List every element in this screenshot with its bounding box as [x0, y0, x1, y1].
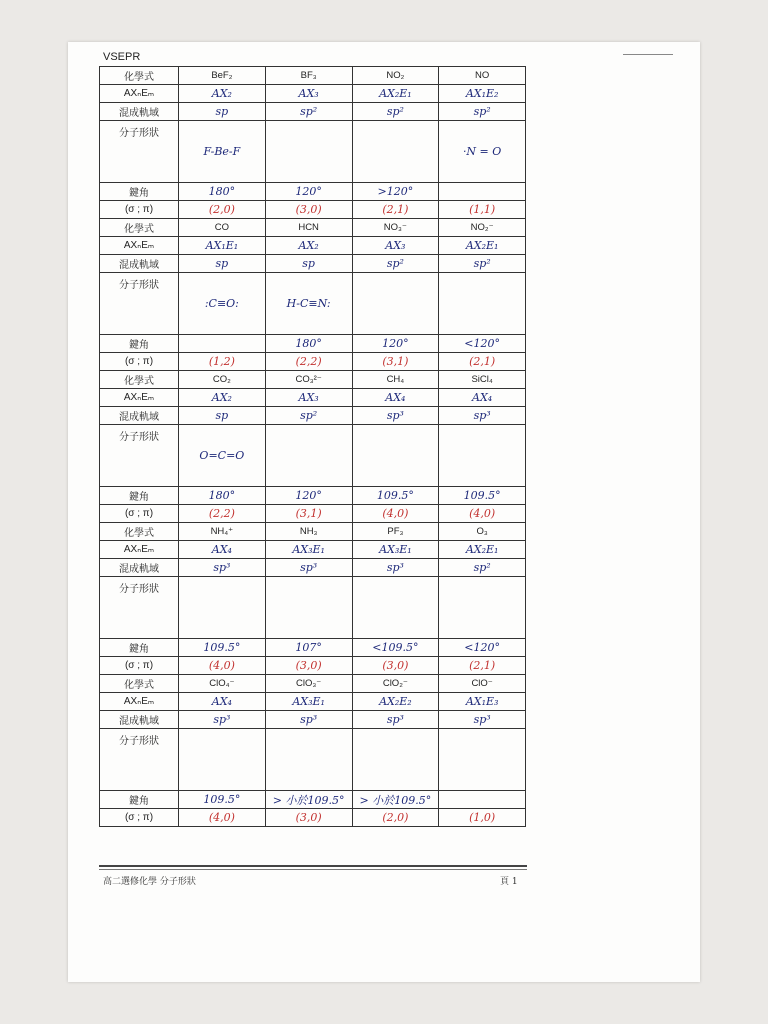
cell-formula — [179, 675, 266, 693]
cell-formula — [179, 219, 266, 237]
axe-value: AX₃ — [298, 87, 319, 100]
bonds-value: (3,1) — [382, 355, 409, 368]
cell-shape — [179, 273, 266, 335]
row-label-shape: 分子形狀 — [100, 425, 179, 487]
row-shape — [100, 425, 526, 487]
row-hybrid — [100, 407, 526, 425]
cell-shape — [352, 273, 439, 335]
hybrid-value: sp³ — [386, 561, 404, 574]
formula-value: NH₄⁺ — [210, 526, 234, 537]
cell-axe — [352, 693, 439, 711]
axe-value: AX₂E₁ — [379, 87, 412, 100]
row-shape — [100, 121, 526, 183]
footer-rule-thin — [99, 869, 527, 870]
cell-axe — [265, 237, 352, 255]
cell-angle — [352, 183, 439, 201]
cell-angle — [179, 487, 266, 505]
row-label-axe: AXₙEₘ — [100, 237, 179, 255]
cell-axe — [179, 237, 266, 255]
cell-axe — [352, 389, 439, 407]
row-label-formula: 化學式 — [100, 67, 179, 85]
row-label-axe: AXₙEₘ — [100, 85, 179, 103]
row-formula — [100, 67, 526, 85]
vsepr-table — [99, 66, 526, 827]
shape-text: F-Be-F — [203, 145, 241, 158]
formula-value: HCN — [298, 222, 319, 233]
cell-angle — [179, 791, 266, 809]
row-formula — [100, 219, 526, 237]
hybrid-value: sp³ — [300, 713, 318, 726]
row-label-formula: 化學式 — [100, 675, 179, 693]
cell-shape — [179, 425, 266, 487]
axe-value: AX₂E₂ — [379, 695, 412, 708]
cell-shape — [179, 729, 266, 791]
cell-bonds — [439, 201, 526, 219]
row-label-angle: 鍵角 — [100, 639, 179, 657]
cell-angle — [352, 639, 439, 657]
cell-axe — [265, 389, 352, 407]
cell-axe — [439, 237, 526, 255]
row-label-formula: 化學式 — [100, 371, 179, 389]
cell-hybrid — [179, 103, 266, 121]
bonds-value: (1,2) — [208, 355, 235, 368]
cell-hybrid — [265, 711, 352, 729]
cell-axe — [439, 389, 526, 407]
cell-angle — [265, 791, 352, 809]
row-bonds — [100, 809, 526, 827]
row-shape — [100, 577, 526, 639]
angle-value: 109.5° — [376, 489, 414, 502]
axe-value: AX₂ — [211, 391, 232, 404]
cell-axe — [439, 85, 526, 103]
row-angle — [100, 183, 526, 201]
row-formula — [100, 675, 526, 693]
cell-shape — [439, 577, 526, 639]
axe-value: AX₁E₃ — [465, 695, 499, 708]
cell-shape — [352, 729, 439, 791]
cell-angle — [352, 335, 439, 353]
shape-text: O=C=O — [199, 449, 245, 462]
formula-value: ClO₂⁻ — [382, 678, 408, 689]
row-hybrid — [100, 255, 526, 273]
cell-axe — [179, 541, 266, 559]
cell-hybrid — [179, 711, 266, 729]
row-label-angle: 鍵角 — [100, 791, 179, 809]
hybrid-value: sp³ — [213, 561, 231, 574]
row-label-hybrid: 混成軌域 — [100, 255, 179, 273]
hybrid-value: sp³ — [213, 713, 231, 726]
hybrid-value: sp² — [300, 409, 318, 422]
axe-value: AX₄ — [385, 391, 406, 404]
cell-axe — [265, 541, 352, 559]
angle-value: <120° — [464, 337, 500, 350]
axe-value: AX₁E₂ — [465, 87, 499, 100]
row-label-angle: 鍵角 — [100, 335, 179, 353]
formula-value: SiCl₄ — [471, 374, 493, 385]
cell-bonds — [265, 353, 352, 371]
cell-bonds — [265, 809, 352, 827]
row-angle — [100, 791, 526, 809]
formula-value: CO₂ — [212, 374, 231, 385]
formula-value: NO₂⁻ — [470, 222, 494, 233]
angle-value: <109.5° — [372, 641, 419, 654]
cell-hybrid — [265, 255, 352, 273]
cell-hybrid — [439, 103, 526, 121]
hybrid-value: sp³ — [473, 409, 491, 422]
cell-formula — [439, 219, 526, 237]
row-label-bonds: (σ ; π) — [100, 657, 179, 675]
angle-value: 107° — [295, 641, 322, 654]
formula-value: NH₃ — [299, 526, 318, 537]
hybrid-value: sp² — [300, 105, 318, 118]
hybrid-value: sp³ — [473, 713, 491, 726]
cell-formula — [265, 67, 352, 85]
cell-angle — [439, 183, 526, 201]
cell-axe — [439, 541, 526, 559]
angle-value: >120° — [377, 185, 414, 198]
axe-value: AX₃E₁ — [292, 695, 325, 708]
bonds-value: (2,0) — [208, 203, 235, 216]
row-bonds — [100, 353, 526, 371]
cell-bonds — [179, 809, 266, 827]
hybrid-value: sp² — [386, 105, 404, 118]
row-label-shape: 分子形狀 — [100, 577, 179, 639]
axe-value: AX₃ — [298, 391, 319, 404]
cell-bonds — [179, 657, 266, 675]
row-label-bonds: (σ ; π) — [100, 809, 179, 827]
formula-value: O₃ — [476, 526, 488, 537]
row-label-bonds: (σ ; π) — [100, 505, 179, 523]
angle-value: <120° — [464, 641, 500, 654]
axe-value: AX₄ — [472, 391, 493, 404]
cell-hybrid — [352, 103, 439, 121]
footer-course-title: 高二選修化學 分子形狀 — [103, 877, 196, 887]
cell-bonds — [439, 809, 526, 827]
axe-value: AX₃ — [385, 239, 406, 252]
angle-value: 120° — [295, 185, 322, 198]
cell-bonds — [352, 505, 439, 523]
bonds-value: (2,0) — [382, 811, 409, 824]
row-label-hybrid: 混成軌域 — [100, 407, 179, 425]
cell-shape — [265, 729, 352, 791]
formula-value: NO — [475, 70, 490, 81]
cell-shape — [439, 273, 526, 335]
cell-hybrid — [439, 407, 526, 425]
row-hybrid — [100, 559, 526, 577]
row-bonds — [100, 657, 526, 675]
angle-value: 180° — [208, 489, 236, 502]
cell-hybrid — [179, 407, 266, 425]
cell-angle — [265, 335, 352, 353]
hybrid-value: sp³ — [386, 409, 404, 422]
cell-shape — [265, 121, 352, 183]
formula-value: BeF₂ — [211, 70, 233, 81]
bonds-value: (2,2) — [295, 355, 322, 368]
bonds-value: (3,0) — [295, 203, 322, 216]
row-hybrid — [100, 711, 526, 729]
hybrid-value: sp² — [386, 257, 404, 270]
cell-formula — [179, 67, 266, 85]
cell-angle — [439, 335, 526, 353]
row-label-angle: 鍵角 — [100, 183, 179, 201]
bonds-value: (4,0) — [382, 507, 409, 520]
cell-hybrid — [352, 255, 439, 273]
row-shape — [100, 729, 526, 791]
row-angle — [100, 335, 526, 353]
axe-value: AX₂E₁ — [465, 543, 499, 556]
axe-value: AX₄ — [211, 543, 232, 556]
hybrid-value: sp — [215, 409, 229, 422]
cell-axe — [265, 85, 352, 103]
cell-shape — [265, 425, 352, 487]
cell-angle — [265, 487, 352, 505]
cell-formula — [352, 219, 439, 237]
formula-value: NO₃⁻ — [383, 222, 407, 233]
angle-value: > 小於109.5° — [272, 793, 345, 807]
angle-value: 180° — [208, 185, 236, 198]
row-label-axe: AXₙEₘ — [100, 389, 179, 407]
row-hybrid — [100, 103, 526, 121]
cell-formula — [439, 675, 526, 693]
row-axe — [100, 693, 526, 711]
hybrid-value: sp² — [473, 257, 491, 270]
cell-shape — [179, 121, 266, 183]
cell-axe — [179, 389, 266, 407]
hybrid-value: sp — [215, 257, 229, 270]
row-axe — [100, 389, 526, 407]
row-label-shape: 分子形狀 — [100, 729, 179, 791]
angle-value: 109.5° — [203, 641, 241, 654]
cell-axe — [179, 693, 266, 711]
cell-hybrid — [265, 407, 352, 425]
cell-axe — [179, 85, 266, 103]
cell-axe — [352, 541, 439, 559]
cell-hybrid — [352, 407, 439, 425]
axe-value: AX₃E₁ — [379, 543, 412, 556]
row-axe — [100, 85, 526, 103]
cell-angle — [439, 487, 526, 505]
cell-formula — [265, 675, 352, 693]
footer-rule — [99, 865, 527, 867]
cell-formula — [265, 371, 352, 389]
angle-value: > 小於109.5° — [359, 793, 432, 807]
row-formula — [100, 523, 526, 541]
cell-bonds — [352, 657, 439, 675]
cell-shape — [439, 729, 526, 791]
cell-formula — [179, 371, 266, 389]
formula-value: NO₂ — [386, 70, 405, 81]
cell-bonds — [439, 505, 526, 523]
row-angle — [100, 487, 526, 505]
hybrid-value: sp² — [473, 561, 491, 574]
row-axe — [100, 541, 526, 559]
cell-formula — [352, 523, 439, 541]
row-label-axe: AXₙEₘ — [100, 541, 179, 559]
row-label-formula: 化學式 — [100, 523, 179, 541]
cell-formula — [439, 371, 526, 389]
formula-value: CO₃²⁻ — [295, 374, 322, 385]
cell-hybrid — [265, 559, 352, 577]
row-bonds — [100, 201, 526, 219]
row-label-hybrid: 混成軌域 — [100, 559, 179, 577]
corner-mark — [623, 54, 673, 55]
bonds-value: (4,0) — [208, 659, 235, 672]
bonds-value: (2,1) — [469, 659, 496, 672]
cell-formula — [352, 67, 439, 85]
formula-value: ClO₃⁻ — [296, 678, 322, 689]
hybrid-value: sp — [215, 105, 229, 118]
bonds-value: (3,1) — [295, 507, 322, 520]
hybrid-value: sp³ — [386, 713, 404, 726]
row-shape — [100, 273, 526, 335]
formula-value: CH₄ — [386, 374, 405, 385]
formula-value: ClO₄⁻ — [209, 678, 235, 689]
cell-shape — [352, 121, 439, 183]
row-label-shape: 分子形狀 — [100, 121, 179, 183]
worksheet-heading: VSEPR — [103, 51, 141, 63]
hybrid-value: sp² — [473, 105, 491, 118]
cell-bonds — [439, 353, 526, 371]
row-label-bonds: (σ ; π) — [100, 353, 179, 371]
cell-angle — [439, 791, 526, 809]
cell-axe — [352, 85, 439, 103]
cell-formula — [265, 219, 352, 237]
cell-formula — [179, 523, 266, 541]
hybrid-value: sp — [302, 257, 315, 270]
angle-value: 120° — [295, 489, 322, 502]
cell-hybrid — [179, 255, 266, 273]
cell-angle — [352, 791, 439, 809]
angle-value: 109.5° — [463, 489, 501, 502]
row-bonds — [100, 505, 526, 523]
axe-value: AX₃E₁ — [292, 543, 325, 556]
cell-angle — [352, 487, 439, 505]
cell-shape — [439, 121, 526, 183]
shape-text: :C≡O: — [204, 297, 239, 310]
shape-text: H-C≡N: — [286, 297, 331, 310]
angle-value: 109.5° — [203, 793, 241, 806]
cell-angle — [179, 639, 266, 657]
angle-value: 180° — [295, 337, 322, 350]
cell-bonds — [179, 505, 266, 523]
row-label-shape: 分子形狀 — [100, 273, 179, 335]
row-label-axe: AXₙEₘ — [100, 693, 179, 711]
bonds-value: (4,0) — [208, 811, 235, 824]
cell-angle — [179, 183, 266, 201]
axe-value: AX₂E₁ — [465, 239, 499, 252]
cell-angle — [265, 639, 352, 657]
cell-hybrid — [439, 559, 526, 577]
cell-hybrid — [439, 255, 526, 273]
row-label-formula: 化學式 — [100, 219, 179, 237]
row-formula — [100, 371, 526, 389]
cell-bonds — [265, 505, 352, 523]
cell-angle — [265, 183, 352, 201]
row-axe — [100, 237, 526, 255]
axe-value: AX₂ — [298, 239, 319, 252]
axe-value: AX₄ — [211, 695, 232, 708]
bonds-value: (3,0) — [382, 659, 409, 672]
bonds-value: (3,0) — [295, 659, 322, 672]
bonds-value: (1,1) — [469, 203, 496, 216]
bonds-value: (3,0) — [295, 811, 322, 824]
hybrid-value: sp³ — [300, 561, 318, 574]
cell-axe — [265, 693, 352, 711]
cell-shape — [352, 425, 439, 487]
bonds-value: (4,0) — [469, 507, 496, 520]
cell-bonds — [179, 201, 266, 219]
bonds-value: (2,2) — [208, 507, 235, 520]
row-label-angle: 鍵角 — [100, 487, 179, 505]
cell-hybrid — [352, 559, 439, 577]
cell-axe — [352, 237, 439, 255]
cell-bonds — [179, 353, 266, 371]
cell-bonds — [439, 657, 526, 675]
formula-value: CO — [214, 222, 229, 233]
row-label-bonds: (σ ; π) — [100, 201, 179, 219]
cell-formula — [439, 523, 526, 541]
cell-hybrid — [439, 711, 526, 729]
formula-value: PF₃ — [387, 526, 404, 537]
cell-bonds — [352, 353, 439, 371]
bonds-value: (2,1) — [469, 355, 496, 368]
cell-hybrid — [352, 711, 439, 729]
cell-formula — [352, 371, 439, 389]
cell-bonds — [352, 201, 439, 219]
cell-shape — [179, 577, 266, 639]
bonds-value: (2,1) — [382, 203, 409, 216]
row-label-hybrid: 混成軌域 — [100, 711, 179, 729]
bonds-value: (1,0) — [469, 811, 496, 824]
cell-angle — [439, 639, 526, 657]
axe-value: AX₁E₁ — [205, 239, 239, 252]
cell-bonds — [265, 201, 352, 219]
cell-hybrid — [179, 559, 266, 577]
cell-angle — [179, 335, 266, 353]
formula-value: ClO⁻ — [471, 678, 493, 689]
cell-bonds — [352, 809, 439, 827]
shape-text: ·N = O — [462, 145, 502, 158]
cell-formula — [265, 523, 352, 541]
cell-shape — [439, 425, 526, 487]
cell-formula — [439, 67, 526, 85]
cell-shape — [352, 577, 439, 639]
axe-value: AX₂ — [211, 87, 232, 100]
formula-value: BF₃ — [300, 70, 317, 81]
cell-axe — [439, 693, 526, 711]
cell-shape — [265, 273, 352, 335]
cell-hybrid — [265, 103, 352, 121]
row-angle — [100, 639, 526, 657]
cell-formula — [352, 675, 439, 693]
footer-page-number: 頁 1 — [500, 877, 518, 887]
row-label-hybrid: 混成軌域 — [100, 103, 179, 121]
angle-value: 120° — [382, 337, 409, 350]
cell-bonds — [265, 657, 352, 675]
cell-shape — [265, 577, 352, 639]
